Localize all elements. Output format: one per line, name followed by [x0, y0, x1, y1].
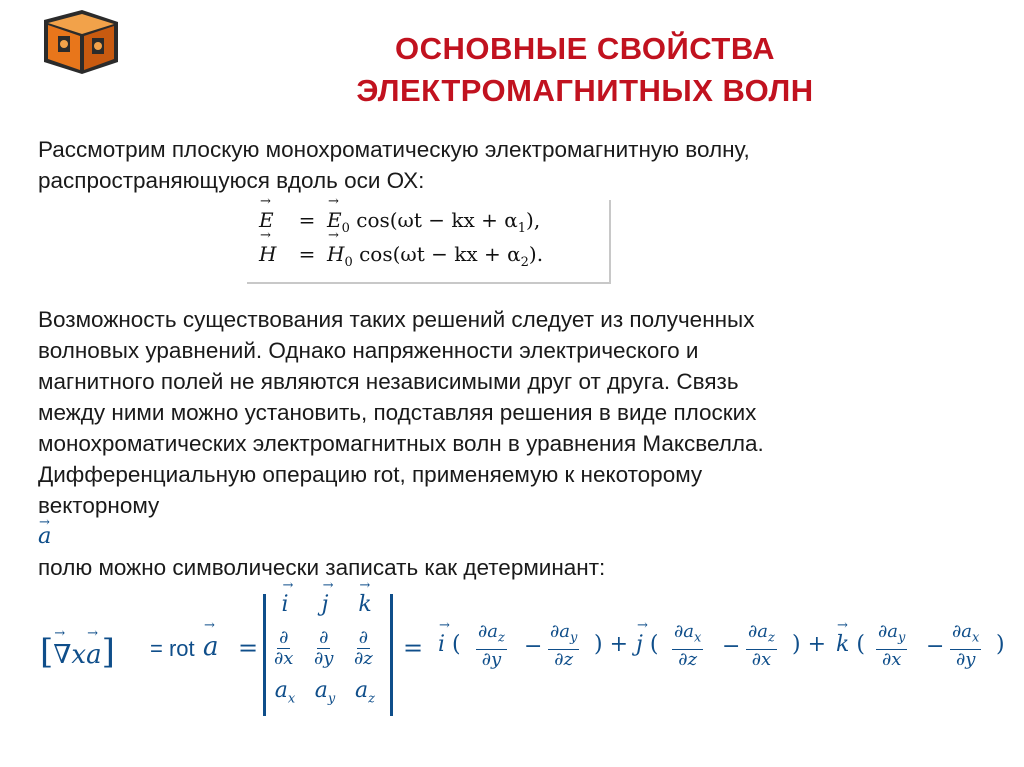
partial-den: ∂x [274, 648, 294, 669]
h0-subscript: 0 [344, 255, 353, 270]
a-comp: a [314, 678, 328, 703]
e0-subscript: 0 [341, 221, 350, 236]
num: ∂a [674, 621, 695, 642]
paren: ( [856, 632, 865, 657]
den: ∂x [881, 648, 902, 670]
h-cos-term: cos(ωt − kx + α [352, 242, 521, 266]
nabla-vector: → ∇ [53, 640, 71, 670]
sub: y [898, 630, 906, 646]
h-end: ). [528, 242, 544, 266]
body-line-2: волновых уравнений. Однако напряженности электрического и [38, 338, 699, 363]
paren-plus [792, 632, 826, 657]
frac-dax-dy [950, 622, 981, 670]
det-d-dy [312, 628, 335, 669]
det-d-dz [352, 628, 375, 669]
rot-a [203, 632, 219, 662]
body-line-6: Дифференциальную операцию rot, применяемую к некоторому [38, 462, 703, 487]
determinant-bar-right [390, 594, 393, 716]
equation-h [259, 242, 543, 274]
frac-day-dx [876, 622, 907, 670]
minus: − [524, 634, 543, 659]
det-az [348, 678, 382, 706]
minus: − [926, 634, 945, 659]
num: ∂a [748, 621, 769, 642]
i-unit: → i [281, 592, 288, 617]
equals-3: = [403, 634, 424, 662]
partial-den: ∂y [314, 648, 334, 669]
rot-label [150, 636, 195, 662]
sub: z [768, 630, 775, 646]
equals-2: = [238, 634, 259, 662]
den: ∂y [955, 648, 976, 670]
a-comp: a [274, 678, 288, 703]
bracket-close: ] [101, 632, 115, 672]
title-line-2: ЭЛЕКТРОМАГНИТНЫХ ВОЛН [356, 73, 814, 108]
j-unit: → j [636, 632, 643, 657]
body-paragraph [38, 304, 998, 583]
a-sub: x [287, 691, 296, 707]
body-line-3: магнитного полей не являются независимыми друг от друга. Связь [38, 369, 739, 394]
body-line-7-b: полю можно символически записать как детерминант: [38, 555, 606, 580]
curl-lhs [40, 632, 115, 672]
sub: x [972, 630, 980, 646]
den: ∂z [554, 648, 574, 670]
num: ∂a [878, 621, 899, 642]
intro-line-2: распространяющуюся вдоль оси ОХ: [38, 168, 425, 193]
h0-vector: → H [327, 242, 344, 266]
num: ∂a [478, 621, 499, 642]
k-unit: → k [836, 632, 849, 657]
rot-text: rot [168, 636, 195, 661]
alpha1-subscript: 1 [517, 221, 527, 236]
paren: ) [594, 632, 603, 657]
paren-close: ) [996, 632, 1005, 657]
body-line-1: Возможность существования таких решений следует из полученных [38, 307, 755, 332]
equals-sign: = [298, 242, 316, 266]
body-line-7 [38, 490, 998, 583]
det-d-dx [272, 628, 295, 669]
frac-daz-dy [476, 622, 507, 670]
det-ay [308, 678, 342, 706]
cube-logo-icon [26, 6, 130, 78]
frac-daz-dx [746, 622, 777, 670]
j-unit: → j [322, 592, 329, 617]
e-cos-term: cos(ωt − kx + α [349, 208, 518, 232]
paren: ( [452, 632, 461, 657]
den: ∂z [678, 648, 698, 670]
det-j [308, 592, 342, 617]
a-sub: z [368, 691, 375, 707]
e-end: ), [526, 208, 541, 232]
bracket-open: [ [40, 632, 54, 672]
sub: z [498, 630, 505, 646]
cross-x: x [71, 640, 87, 670]
num: ∂a [550, 621, 571, 642]
wave-equations [247, 200, 611, 284]
body-line-7-a: векторному [38, 493, 160, 518]
det-k [348, 592, 382, 617]
partial-num: ∂ [319, 627, 329, 648]
k-unit: → k [358, 592, 371, 617]
sub: x [694, 630, 702, 646]
term-k [836, 632, 865, 657]
a-comp: a [355, 678, 369, 703]
title-line-1: ОСНОВНЫЕ СВОЙСТВА [394, 31, 776, 66]
partial-den: ∂z [354, 648, 373, 669]
term-i [438, 632, 461, 657]
a-sub: y [327, 691, 336, 707]
paren: ) [792, 632, 801, 657]
paren-plus [594, 632, 628, 657]
determinant-bar-left [263, 594, 266, 716]
equals-sign: = [298, 208, 316, 232]
a-vector-lhs: → a [86, 640, 102, 670]
h-vector: → H [259, 242, 276, 266]
minus: − [722, 634, 741, 659]
frac-day-dz [548, 622, 579, 670]
a-vector-rot: → a [203, 632, 219, 662]
partial-num: ∂ [279, 627, 289, 648]
plus: + [609, 632, 629, 657]
num: ∂a [952, 621, 973, 642]
slide-title [150, 28, 1020, 112]
intro-line-1: Рассмотрим плоскую монохроматическую электромагнитную волну, [38, 137, 750, 162]
body-line-5: монохроматических электромагнитных волн в уравнения Максвелла. [38, 431, 764, 456]
intro-paragraph [38, 134, 998, 196]
term-j [636, 632, 658, 657]
e-vector: → E [259, 208, 274, 232]
e0-vector: → E [327, 208, 342, 232]
alpha2-subscript: 2 [520, 255, 529, 270]
curl-formula [0, 586, 1024, 718]
body-line-4: между ними можно установить, подставляя решения в виде плоских [38, 400, 757, 425]
i-unit: → i [438, 632, 445, 657]
den: ∂y [481, 648, 502, 670]
sub: y [570, 630, 578, 646]
frac-dax-dz [672, 622, 703, 670]
equals-1: = [150, 636, 163, 661]
det-i [268, 592, 302, 617]
equation-e [259, 208, 540, 240]
det-ax [268, 678, 302, 706]
paren: ( [649, 632, 659, 657]
plus: + [807, 632, 827, 657]
den: ∂x [751, 648, 772, 670]
partial-num: ∂ [358, 627, 369, 648]
a-vector: → a [38, 521, 998, 552]
